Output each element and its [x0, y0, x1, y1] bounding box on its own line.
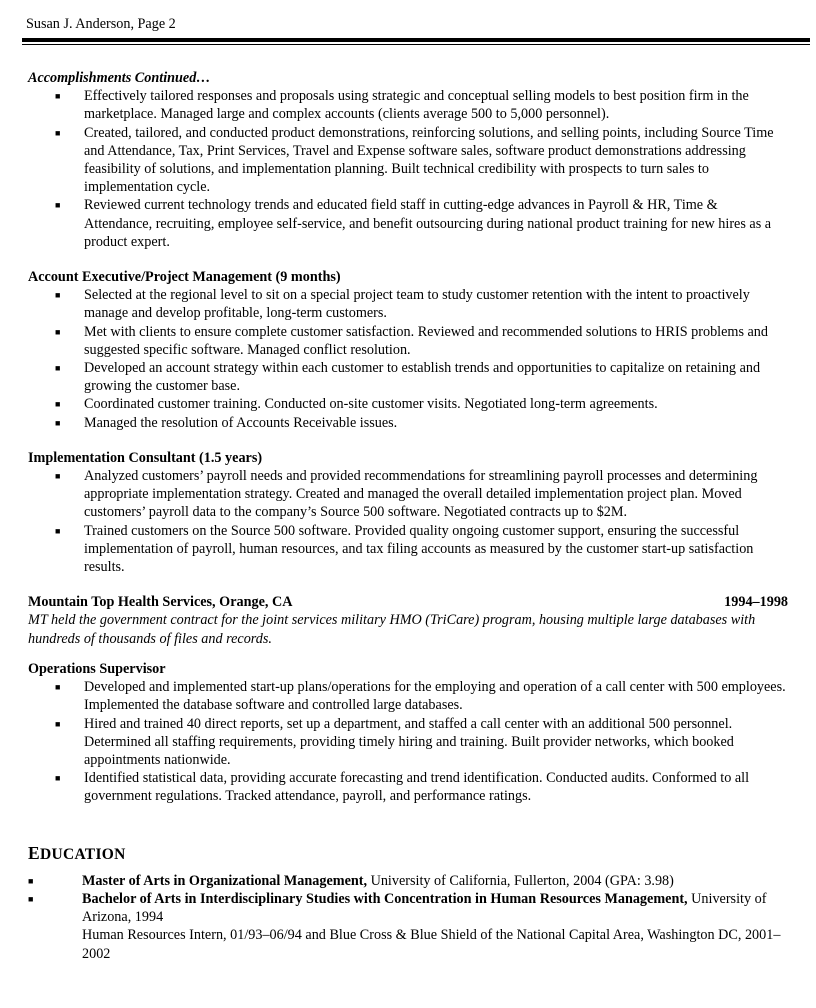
header-rule-thin: [22, 44, 810, 45]
list-item: [28, 872, 788, 890]
bullet-icon: ■: [55, 773, 61, 784]
list-item: ■ Analyzed customers’ payroll needs and provided recommendations for streamlining payroll processes and determining appropriate implementation strategy. Created and managed the overall detailed implementation project plan. Moved customers’ payroll data to the company’s Source 500 software. Negotiated contracts up to $2M.: [55, 468, 758, 521]
list-item: ■ Reviewed current technology trends and educated field staff in cutting-edge advances in Payroll & HR, Time & Attendance, recruiting, employee self-service, and benefit outsourcing during national product training for new hires as a product expert.: [55, 197, 772, 250]
degree-name: Bachelor of Arts in Interdisciplinary Studies with Concentration in Human Resources Management,: [82, 890, 688, 907]
employer-description: MT held the government contract for the joint services military HMO (TriCare) program, housing multiple large databases with hundreds of thousands of files and records.: [28, 612, 756, 647]
resume-content: [28, 69, 788, 963]
bullet-icon: ■: [55, 326, 61, 337]
education-list: [28, 872, 788, 963]
header-name-page: Susan J. Anderson, Page 2: [26, 16, 176, 32]
bullet-icon: ■: [55, 200, 61, 211]
degree-extra: Human Resources Intern, 01/93–06/94 and Blue Cross & Blue Shield of the National Capital Area, Washington DC, 2001–2002: [82, 927, 781, 962]
bullet-icon: ■: [55, 525, 61, 536]
account-exec-list: [28, 286, 788, 432]
degree-detail: University of California, Fullerton, 2004 (GPA: 3.98): [367, 872, 674, 889]
list-item: ■ Effectively tailored responses and proposals using strategic and conceptual selling models to best position firm in the marketplace. Managed large and complex accounts (clients average 500 to 5,000 personnel).: [55, 88, 749, 123]
bullet-icon: ■: [28, 875, 34, 886]
employer-name: Mountain Top Health Services, Orange, CA: [28, 594, 293, 611]
list-item: ■ Coordinated customer training. Conducted on-site customer visits. Negotiated long-term agreements.: [55, 396, 658, 413]
education-title: EDUCATION: [28, 842, 126, 863]
list-item: ■ Identified statistical data, providing accurate forecasting and trend identification. Conducted audits. Conformed to all government regulations. Tracked attendance, payroll, and performance ratings.: [55, 770, 750, 805]
implementation-title: Implementation Consultant (1.5 years): [28, 449, 263, 466]
bullet-icon: ■: [55, 91, 61, 102]
bullet-icon: ■: [55, 399, 61, 410]
bullet-icon: ■: [55, 363, 61, 374]
bullet-icon: ■: [55, 471, 61, 482]
accomplishments-list: [28, 87, 788, 251]
list-item: ■ Met with clients to ensure complete customer satisfaction. Reviewed and recommended solutions to HRIS problems and suggested specific software. Managed conflict resolution.: [55, 323, 768, 358]
bullet-icon: ■: [55, 718, 61, 729]
list-item: ■ Trained customers on the Source 500 software. Provided quality ongoing customer support, ensuring the successful implementation of payroll, human resources, and tax filing accounts as measured by the customer start-up satisfaction results.: [55, 522, 754, 576]
bullet-icon: ■: [55, 290, 61, 301]
header-rule-thick: [22, 38, 810, 42]
list-item: ■ Selected at the regional level to sit on a special project team to study customer retention with the intent to proactively manage and develop profitable, long-term customers.: [55, 287, 750, 322]
accomplishments-title: Accomplishments Continued…: [28, 70, 211, 86]
list-item: ■ Developed an account strategy within each customer to establish trends and opportunities to capitalize on retaining and growing the customer base.: [55, 360, 761, 395]
ops-supervisor-list: [28, 678, 788, 805]
degree-name: Master of Arts in Organizational Management,: [82, 872, 368, 889]
degree-detail: University of Arizona, 1994: [82, 890, 767, 926]
bullet-icon: ■: [55, 127, 61, 138]
employer-dates: 1994–1998: [724, 594, 788, 611]
bullet-icon: ■: [55, 682, 61, 693]
list-item: ■ Developed and implemented start-up plans/operations for the employing and operation of a call center with 500 employees. Implemented the database software and controlled large databases.: [55, 679, 786, 714]
list-item: [28, 890, 788, 963]
list-item: ■ Managed the resolution of Accounts Receivable issues.: [55, 414, 398, 431]
employer-line: [28, 593, 788, 611]
bullet-icon: ■: [28, 893, 34, 904]
bullet-icon: ■: [55, 417, 61, 428]
account-exec-title: Account Executive/Project Management (9 months): [28, 269, 341, 286]
ops-supervisor-title: Operations Supervisor: [28, 660, 166, 677]
implementation-list: [28, 467, 788, 576]
list-item: ■ Created, tailored, and conducted product demonstrations, reinforcing solutions, and selling points, including Source Time and Attendance, Tax, Print Services, Travel and Expense software sales, software product demonstrations addressing feasibility of solutions, and implementation planning. Built technical credibility with prospects to turn sales to implementation cycle.: [55, 124, 774, 196]
list-item: ■ Hired and trained 40 direct reports, set up a department, and staffed a call center with an additional 500 personnel. Determined all staffing requirements, providing timely hiring and training. Built provider networks, which booked appointments nationwide.: [55, 715, 734, 768]
